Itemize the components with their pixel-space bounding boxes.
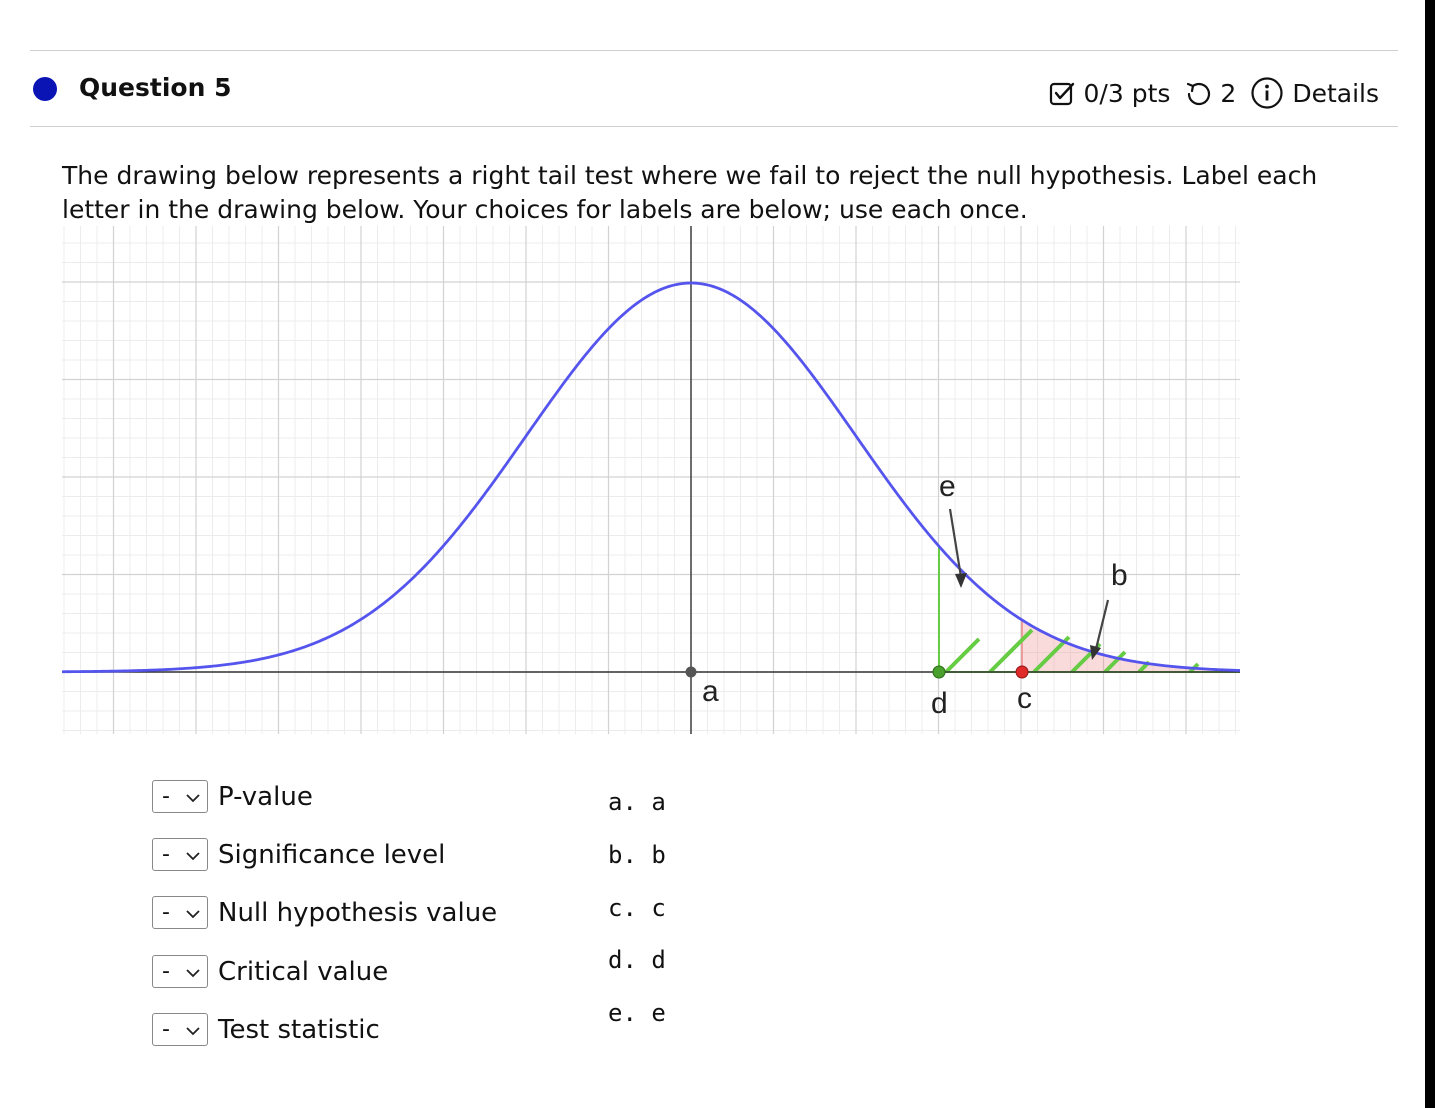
match-select[interactable]: - — [152, 780, 208, 813]
header-top-divider — [30, 50, 1398, 51]
arrow-b — [1096, 600, 1108, 649]
chevron-down-icon — [186, 959, 200, 984]
choice-item: e. e — [608, 999, 666, 1027]
question-status-dot — [33, 77, 57, 101]
match-label: Critical value — [218, 956, 389, 987]
point-c — [1016, 666, 1028, 678]
choice-item: b. b — [608, 841, 666, 869]
chevron-down-icon — [186, 784, 200, 809]
arrow-e-head — [955, 573, 967, 588]
match-select[interactable]: - — [152, 1013, 208, 1046]
chevron-down-icon — [186, 900, 200, 925]
label-d: d — [931, 687, 948, 720]
info-icon[interactable] — [1250, 76, 1284, 110]
match-row — [152, 838, 445, 871]
match-row — [152, 780, 313, 813]
details-link[interactable]: Details — [1292, 78, 1379, 108]
label-a: a — [702, 675, 719, 708]
match-row — [152, 1013, 380, 1046]
shaded-region-pvalue — [1022, 620, 1240, 672]
header-bottom-divider — [30, 126, 1398, 127]
match-select[interactable]: - — [152, 955, 208, 988]
label-c: c — [1017, 682, 1032, 715]
attempts-count: 2 — [1220, 78, 1237, 108]
chevron-down-icon — [186, 1017, 200, 1042]
match-label: Test statistic — [218, 1014, 380, 1045]
question-meta — [1048, 76, 1379, 110]
match-label: P-value — [218, 781, 313, 812]
match-label: Significance level — [218, 839, 446, 870]
choice-item: d. d — [608, 946, 666, 974]
points-text: 0/3 pts — [1083, 78, 1171, 108]
choice-item: a. a — [608, 788, 666, 816]
checkbox-icon — [1048, 79, 1076, 107]
scrollbar[interactable] — [1425, 0, 1435, 1108]
question-prompt: The drawing below represents a right tail test where we fail to reject the null hypothesis. Label each letter in the drawing below. Your choices for labels are below; use each once. — [62, 161, 1318, 224]
label-b: b — [1111, 559, 1128, 592]
hatch-line — [946, 639, 979, 672]
match-row — [152, 955, 388, 988]
point-a — [686, 667, 697, 678]
match-label: Null hypothesis value — [218, 897, 498, 928]
choice-item: c. c — [608, 894, 666, 922]
match-select[interactable]: - — [152, 896, 208, 929]
label-e: e — [939, 470, 956, 503]
match-select[interactable]: - — [152, 838, 208, 871]
normal-distribution-graph — [62, 226, 1240, 738]
attempts-retry-icon — [1184, 79, 1212, 107]
match-row — [152, 896, 497, 929]
point-d — [933, 666, 945, 678]
chevron-down-icon — [186, 842, 200, 867]
question-title: Question 5 — [79, 73, 232, 102]
